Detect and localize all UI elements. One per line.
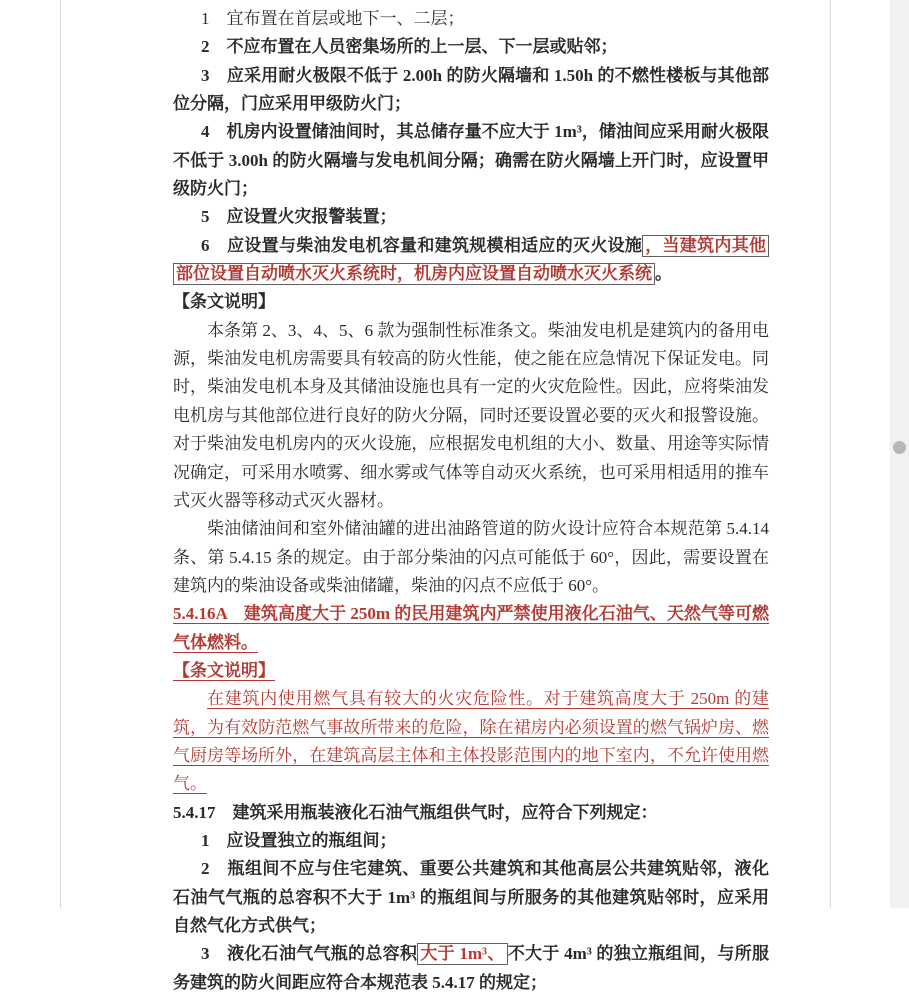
paragraph [173, 827, 769, 855]
text-segment: 。 [655, 264, 672, 284]
paragraph [173, 5, 769, 33]
document-body [173, 5, 769, 997]
paragraph [173, 855, 769, 940]
text-segment: 2 瓶组间不应与住宅建筑、重要公共建筑和其他高层公共建筑贴邻，液化石油气气瓶的总容积不大于 1m³ 的瓶组间与所服务的其他建筑贴邻时，应采用自然气化方式供气； [173, 859, 769, 935]
text-segment: 柴油储油间和室外储油罐的进出油路管道的防火设计应符合本规范第 5.4.14 条、第 5.4.15 条的规定。由于部分柴油的闪点可能低于 60°，因此，需要设置在建筑内的柴油设备或柴油储罐，柴油的闪点不应低于 60°。 [173, 519, 769, 595]
paragraph [173, 118, 769, 203]
paragraph [173, 685, 769, 798]
paragraph [173, 232, 769, 289]
text-segment: 4 机房内设置储油间时，其总储存量不应大于 1m³，储油间应采用耐火极限不低于 3.00h 的防火隔墙与发电机间分隔；确需在防火隔墙上开门时，应设置甲级防火门； [173, 122, 769, 199]
scrollbar-track[interactable] [890, 0, 909, 908]
text-segment: 3 应采用耐火极限不低于 2.00h 的防火隔墙和 1.50h 的不燃性楼板与其他部位分隔，门应采用甲级防火门； [173, 65, 769, 114]
paragraph [173, 799, 769, 827]
paragraph [173, 657, 769, 685]
text-segment: 【条文说明】 [173, 660, 275, 680]
text-segment: 3 液化石油气气瓶的总容积 [201, 944, 418, 964]
text-segment: 5.4.17 建筑采用瓶装液化石油气瓶组供气时，应符合下列规定： [173, 802, 658, 822]
text-segment: 不大于 4m³ 的独立瓶组间，与所服务建筑的防火间距应符合本规范表 5.4.17 的规定； [173, 944, 769, 992]
paragraph [173, 317, 769, 515]
paragraph [173, 515, 769, 600]
text-segment: 5.4.16A 建筑高度大于 250m 的民用建筑内严禁使用液化石油气、天然气等可燃气体燃料。 [173, 604, 769, 652]
text-segment: 1 宜布置在首层或地下一、二层； [201, 9, 465, 28]
text-segment: 本条第 2、3、4、5、6 款为强制性标准条文。柴油发电机是建筑内的备用电源，柴油发电机房需要具有较高的防火性能，使之能在应急情况下保证发电。同时，柴油发电机本身及其储油设施也具有一定的火灾危险性。因此，应将柴油发电机房与其他部位进行良好的防火分隔，同时还要设置必要的灭火和报警设施。对于柴油发电机房内的灭火设施，应根据发电机组的大小、数量、用途等实际情况确定，可采用水喷雾、细水雾或气体等自动灭火系统，也可采用相适用的推车式灭火器等移动式灭火器材。 [173, 320, 769, 510]
text-segment: 2 不应布置在人员密集场所的上一层、下一层或贴邻； [201, 37, 618, 57]
text-segment: 5 应设置火灾报警装置； [201, 207, 397, 227]
paragraph [173, 62, 769, 119]
paragraph [173, 33, 769, 61]
paragraph [173, 940, 769, 997]
page-left-edge [60, 0, 61, 908]
paragraph [173, 203, 769, 231]
revision-boxed-text: 大于 1m³、 [417, 943, 507, 965]
revision-boxed-text: ，当建筑内其他部位设置自动喷水灭火系统时，机房内应设置自动喷水灭火系统 [173, 235, 769, 285]
text-segment: 6 应设置与柴油发电机容量和建筑规模相适应的灭火设施 [201, 235, 643, 255]
scrollbar-thumb[interactable] [893, 441, 906, 454]
text-segment: 【条文说明】 [173, 292, 275, 312]
page-right-edge [830, 0, 831, 908]
text-segment: 在建筑内使用燃气具有较大的火灾危险性。对于建筑高度大于 250m 的建筑，为有效防范燃气事故所带来的危险，除在裙房内必须设置的燃气锅炉房、燃气厨房等场所外，在建筑高层主体和主体投影范围内的地下室内，不允许使用燃气。 [173, 689, 769, 794]
paragraph [173, 600, 769, 657]
paragraph [173, 288, 769, 316]
text-segment: 1 应设置独立的瓶组间； [201, 830, 397, 850]
